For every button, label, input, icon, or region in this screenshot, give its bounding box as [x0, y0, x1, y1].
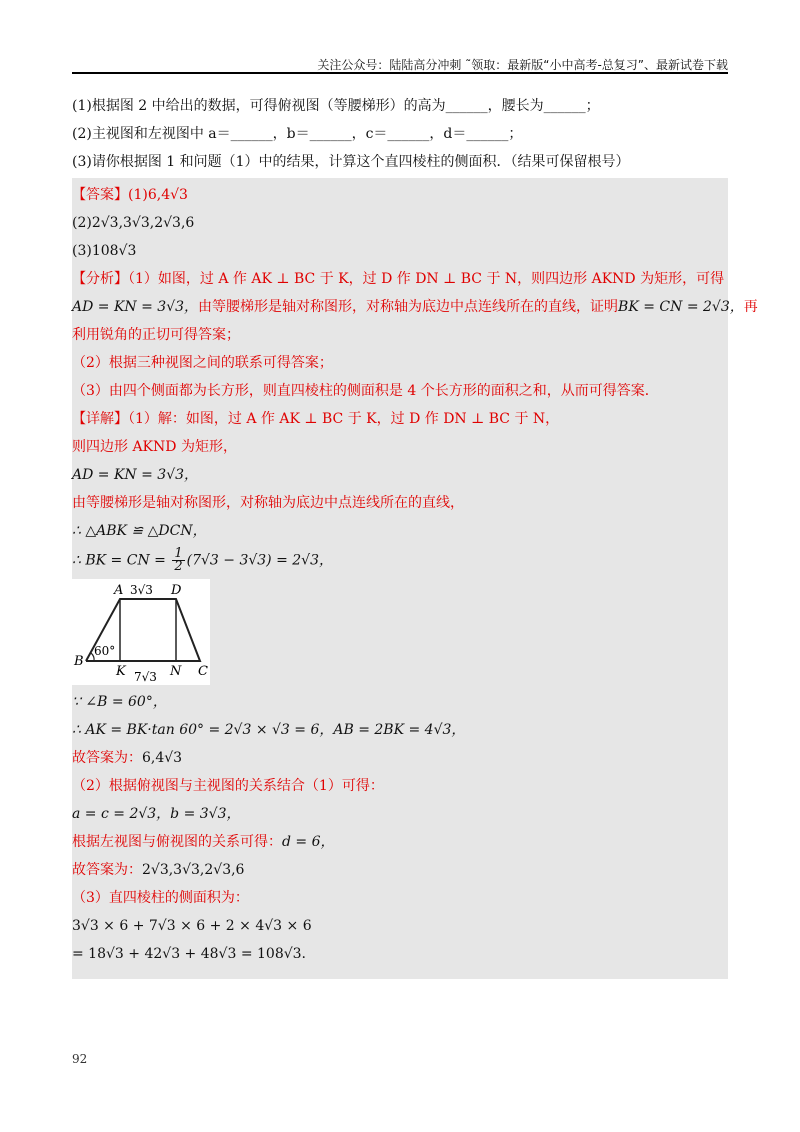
detail-text-12: 根据左视图与俯视图的关系可得： — [72, 834, 282, 850]
question-1: (1)根据图 2 中给出的数据，可得俯视图（等腰梯形）的高为______，腰长为______； — [72, 98, 600, 114]
detail-line-16: = 18√3 + 42√3 + 48√3 = 108√3. — [72, 946, 307, 962]
answer-part-3: (3)108√3 — [72, 243, 137, 259]
answer-row-1 — [72, 184, 728, 206]
analysis-eq-bk: BK = CN = 2√3， — [618, 299, 744, 315]
detail-answer-1: 6,4√3 — [142, 750, 183, 766]
question-2: (2)主视图和左视图中 a＝______，b＝______，c＝______，d＝______； — [72, 126, 523, 142]
analysis-eq-ad: AD = KN = 3√3， — [72, 299, 199, 315]
detail-line-6 — [72, 548, 728, 573]
label-n: N — [170, 664, 182, 679]
label-angle: 60° — [94, 644, 116, 658]
label-k: K — [116, 664, 126, 679]
detail-answer-2: 2√3,3√3,2√3,6 — [142, 862, 245, 878]
detail-label: 【详解】 — [72, 411, 128, 427]
detail-line-10: （2）根据俯视图与主视图的关系结合（1）可得： — [72, 778, 384, 794]
detail-line-5: ∴ △ABK ≌ △DCN， — [72, 523, 207, 539]
detail-eq-bk-end: (7√3 − 3√3) = 2√3， — [186, 552, 334, 569]
analysis-text-1: （1）如图，过 A 作 AK ⊥ BC 于 K，过 D 作 DN ⊥ BC 于 N，则四边形 AKND 为矩形，可得 — [128, 271, 725, 287]
detail-line-1 — [72, 408, 728, 430]
detail-line-12 — [72, 831, 728, 853]
detail-line-7: ∵ ∠B = 60°， — [72, 694, 167, 710]
detail-line-11: a = c = 2√3，b = 3√3， — [72, 806, 241, 822]
detail-line-4: 由等腰梯形是轴对称图形，对称轴为底边中点连线所在的直线， — [72, 495, 464, 511]
trapezoid-figure — [72, 579, 210, 685]
analysis-text-2: 由等腰梯形是轴对称图形，对称轴为底边中点连线所在的直线，证明 — [198, 299, 619, 315]
fraction-denominator: 2 — [174, 559, 183, 574]
detail-line-14: （3）直四棱柱的侧面积为： — [72, 890, 249, 906]
label-a: A — [114, 583, 124, 598]
trapezoid-diagram — [72, 579, 210, 685]
analysis-line-3: 利用锐角的正切可得答案； — [72, 327, 240, 343]
answer-part-2: (2)2√3,3√3,2√3,6 — [72, 215, 195, 231]
analysis-line-2 — [72, 296, 758, 318]
page-header: 关注公众号：陆陆高分冲刺 ˜领取：最新版“小中高考-总复习”、最新试卷下载 — [317, 58, 728, 72]
answer-part-1: (1)6,4√3 — [128, 187, 188, 203]
detail-line-8: ∴ AK = BK·tan 60° = 2√3 × √3 = 6，AB = 2BK = 4√3， — [72, 722, 466, 738]
detail-text-1: （1）解：如图，过 A 作 AK ⊥ BC 于 K，过 D 作 DN ⊥ BC 于 N， — [128, 411, 560, 427]
detail-answer-label-1: 故答案为： — [72, 750, 142, 766]
detail-line-13 — [72, 859, 728, 881]
answer-label: 【答案】 — [72, 187, 128, 203]
page-number: 92 — [72, 1052, 88, 1066]
fraction-numerator: 1 — [174, 546, 183, 561]
question-3: (3)请你根据图 1 和问题（1）中的结果，计算这个直四棱柱的侧面积．（结果可保留根号） — [72, 154, 630, 170]
solution-block — [72, 178, 758, 979]
document-body — [72, 90, 758, 979]
fraction-half — [172, 548, 184, 573]
detail-answer-label-2: 故答案为： — [72, 862, 142, 878]
analysis-label: 【分析】 — [72, 271, 128, 287]
analysis-line-5: （3）由四个侧面都为长方形，则直四棱柱的侧面积是 4 个长方形的面积之和，从而可得答案． — [72, 383, 659, 399]
analysis-line-1 — [72, 268, 728, 290]
detail-line-3: AD = KN = 3√3， — [72, 467, 199, 483]
detail-eq-d: d = 6， — [282, 834, 335, 850]
label-b: B — [74, 654, 84, 669]
analysis-text-2-tail: 再 — [743, 299, 758, 315]
label-c: C — [198, 664, 208, 679]
detail-eq-bk-start: ∴ BK = CN = — [72, 552, 171, 569]
detail-line-15: 3√3 × 6 + 7√3 × 6 + 2 × 4√3 × 6 — [72, 918, 312, 934]
label-bottom-length: 7√3 — [134, 670, 157, 684]
detail-line-2: 则四边形 AKND 为矩形， — [72, 439, 237, 455]
detail-line-9 — [72, 747, 728, 769]
header-divider — [72, 72, 728, 74]
label-d: D — [171, 583, 182, 598]
label-top-length: 3√3 — [130, 583, 153, 597]
analysis-line-4: （2）根据三种视图之间的联系可得答案； — [72, 355, 333, 371]
